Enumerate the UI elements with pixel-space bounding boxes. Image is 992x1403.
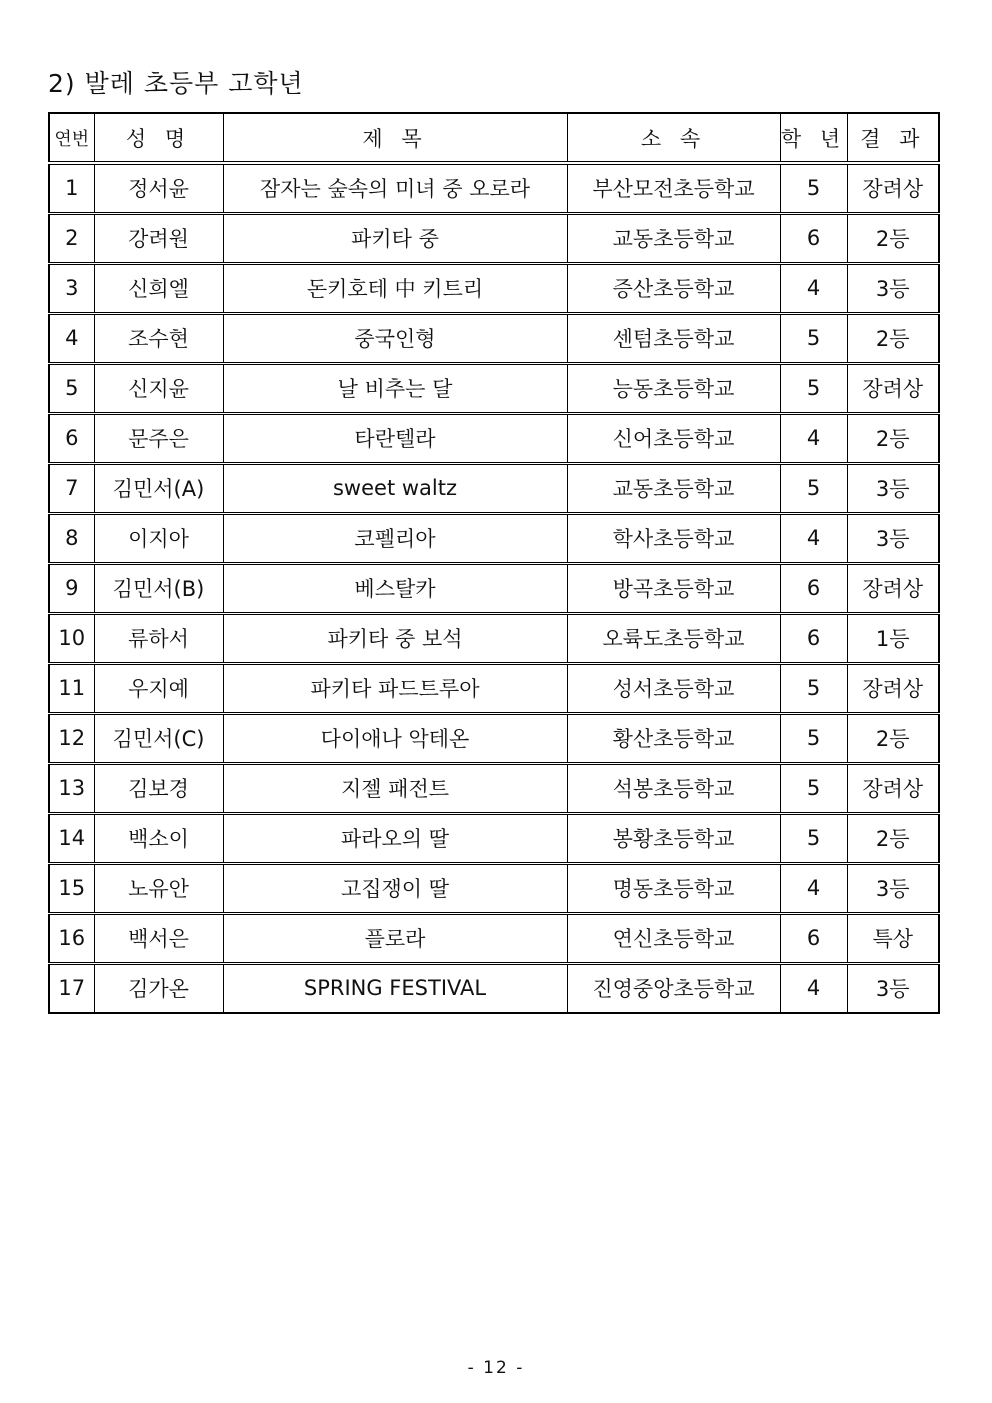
cell-school: 황산초등학교	[567, 713, 780, 763]
cell-number: 1	[49, 163, 94, 213]
cell-school: 방곡초등학교	[567, 563, 780, 613]
cell-school: 증산초등학교	[567, 263, 780, 313]
cell-grade: 4	[780, 963, 847, 1013]
cell-grade: 5	[780, 313, 847, 363]
cell-result: 특상	[847, 913, 939, 963]
column-header-school: 소 속	[567, 113, 780, 163]
cell-name: 김민서(C)	[94, 713, 223, 763]
cell-grade: 4	[780, 413, 847, 463]
cell-number: 9	[49, 563, 94, 613]
cell-title: 파라오의 딸	[223, 813, 567, 863]
cell-grade: 4	[780, 513, 847, 563]
table-row	[49, 663, 939, 713]
cell-name: 조수현	[94, 313, 223, 363]
page-number: - 12 -	[467, 1358, 525, 1378]
table-row	[49, 813, 939, 863]
cell-title: SPRING FESTIVAL	[223, 963, 567, 1013]
cell-school: 센텀초등학교	[567, 313, 780, 363]
cell-result: 3등	[847, 513, 939, 563]
cell-result: 장려상	[847, 363, 939, 413]
cell-name: 정서윤	[94, 163, 223, 213]
cell-name: 김가온	[94, 963, 223, 1013]
cell-grade: 5	[780, 713, 847, 763]
cell-school: 교동초등학교	[567, 213, 780, 263]
table-header-row	[49, 113, 939, 163]
table-row	[49, 413, 939, 463]
cell-name: 신희엘	[94, 263, 223, 313]
cell-result: 2등	[847, 413, 939, 463]
cell-title: 돈키호테 中 키트리	[223, 263, 567, 313]
cell-number: 2	[49, 213, 94, 263]
cell-result: 1등	[847, 613, 939, 663]
cell-number: 10	[49, 613, 94, 663]
cell-school: 명동초등학교	[567, 863, 780, 913]
cell-school: 연신초등학교	[567, 913, 780, 963]
cell-title: 타란텔라	[223, 413, 567, 463]
cell-title: 다이애나 악테온	[223, 713, 567, 763]
cell-number: 13	[49, 763, 94, 813]
cell-name: 김보경	[94, 763, 223, 813]
cell-name: 문주은	[94, 413, 223, 463]
cell-result: 2등	[847, 313, 939, 363]
cell-name: 백서은	[94, 913, 223, 963]
cell-school: 신어초등학교	[567, 413, 780, 463]
cell-name: 류하서	[94, 613, 223, 663]
cell-title: 지젤 패전트	[223, 763, 567, 813]
table-row	[49, 963, 939, 1013]
cell-result: 장려상	[847, 763, 939, 813]
table-row	[49, 713, 939, 763]
cell-grade: 5	[780, 763, 847, 813]
cell-grade: 5	[780, 813, 847, 863]
cell-number: 6	[49, 413, 94, 463]
cell-name: 김민서(B)	[94, 563, 223, 613]
cell-result: 3등	[847, 263, 939, 313]
cell-name: 백소이	[94, 813, 223, 863]
table-row	[49, 613, 939, 663]
results-table	[48, 112, 940, 1014]
table-row	[49, 913, 939, 963]
cell-grade: 6	[780, 913, 847, 963]
cell-grade: 4	[780, 863, 847, 913]
cell-school: 교동초등학교	[567, 463, 780, 513]
cell-result: 3등	[847, 463, 939, 513]
cell-number: 4	[49, 313, 94, 363]
cell-number: 7	[49, 463, 94, 513]
table-row	[49, 763, 939, 813]
cell-title: 잠자는 숲속의 미녀 중 오로라	[223, 163, 567, 213]
cell-name: 김민서(A)	[94, 463, 223, 513]
cell-title: 파키타 중	[223, 213, 567, 263]
column-header-title: 제 목	[223, 113, 567, 163]
cell-number: 15	[49, 863, 94, 913]
cell-grade: 5	[780, 163, 847, 213]
table-body	[49, 163, 939, 1013]
cell-number: 14	[49, 813, 94, 863]
cell-title: 베스탈카	[223, 563, 567, 613]
cell-grade: 6	[780, 613, 847, 663]
cell-school: 학사초등학교	[567, 513, 780, 563]
cell-name: 이지아	[94, 513, 223, 563]
cell-grade: 6	[780, 213, 847, 263]
cell-result: 2등	[847, 813, 939, 863]
cell-grade: 5	[780, 663, 847, 713]
cell-school: 석봉초등학교	[567, 763, 780, 813]
cell-school: 오륙도초등학교	[567, 613, 780, 663]
table-row	[49, 563, 939, 613]
cell-result: 3등	[847, 863, 939, 913]
cell-name: 노유안	[94, 863, 223, 913]
cell-number: 12	[49, 713, 94, 763]
cell-title: 코펠리아	[223, 513, 567, 563]
table-row	[49, 513, 939, 563]
cell-grade: 5	[780, 363, 847, 413]
table-row	[49, 313, 939, 363]
cell-school: 능동초등학교	[567, 363, 780, 413]
cell-result: 장려상	[847, 563, 939, 613]
cell-result: 3등	[847, 963, 939, 1013]
cell-school: 진영중앙초등학교	[567, 963, 780, 1013]
cell-title: 고집쟁이 딸	[223, 863, 567, 913]
table-row	[49, 163, 939, 213]
cell-school: 부산모전초등학교	[567, 163, 780, 213]
cell-title: 파키타 중 보석	[223, 613, 567, 663]
cell-number: 5	[49, 363, 94, 413]
cell-school: 성서초등학교	[567, 663, 780, 713]
cell-name: 우지예	[94, 663, 223, 713]
cell-name: 신지윤	[94, 363, 223, 413]
cell-title: 파키타 파드트루아	[223, 663, 567, 713]
section-title: 2) 발레 초등부 고학년	[48, 69, 304, 98]
cell-grade: 4	[780, 263, 847, 313]
cell-number: 3	[49, 263, 94, 313]
column-header-number: 연번	[49, 113, 94, 163]
cell-title: 중국인형	[223, 313, 567, 363]
column-header-name: 성 명	[94, 113, 223, 163]
cell-grade: 5	[780, 463, 847, 513]
cell-result: 장려상	[847, 163, 939, 213]
table-row	[49, 463, 939, 513]
table-row	[49, 263, 939, 313]
cell-number: 16	[49, 913, 94, 963]
table-row	[49, 363, 939, 413]
cell-number: 11	[49, 663, 94, 713]
cell-title: 플로라	[223, 913, 567, 963]
table-row	[49, 863, 939, 913]
cell-result: 장려상	[847, 663, 939, 713]
cell-school: 봉황초등학교	[567, 813, 780, 863]
cell-grade: 6	[780, 563, 847, 613]
cell-result: 2등	[847, 713, 939, 763]
cell-title: sweet waltz	[223, 463, 567, 513]
column-header-grade: 학 년	[780, 113, 847, 163]
table-row	[49, 213, 939, 263]
cell-number: 8	[49, 513, 94, 563]
cell-result: 2등	[847, 213, 939, 263]
column-header-result: 결 과	[847, 113, 939, 163]
cell-title: 날 비추는 달	[223, 363, 567, 413]
cell-number: 17	[49, 963, 94, 1013]
cell-name: 강려원	[94, 213, 223, 263]
